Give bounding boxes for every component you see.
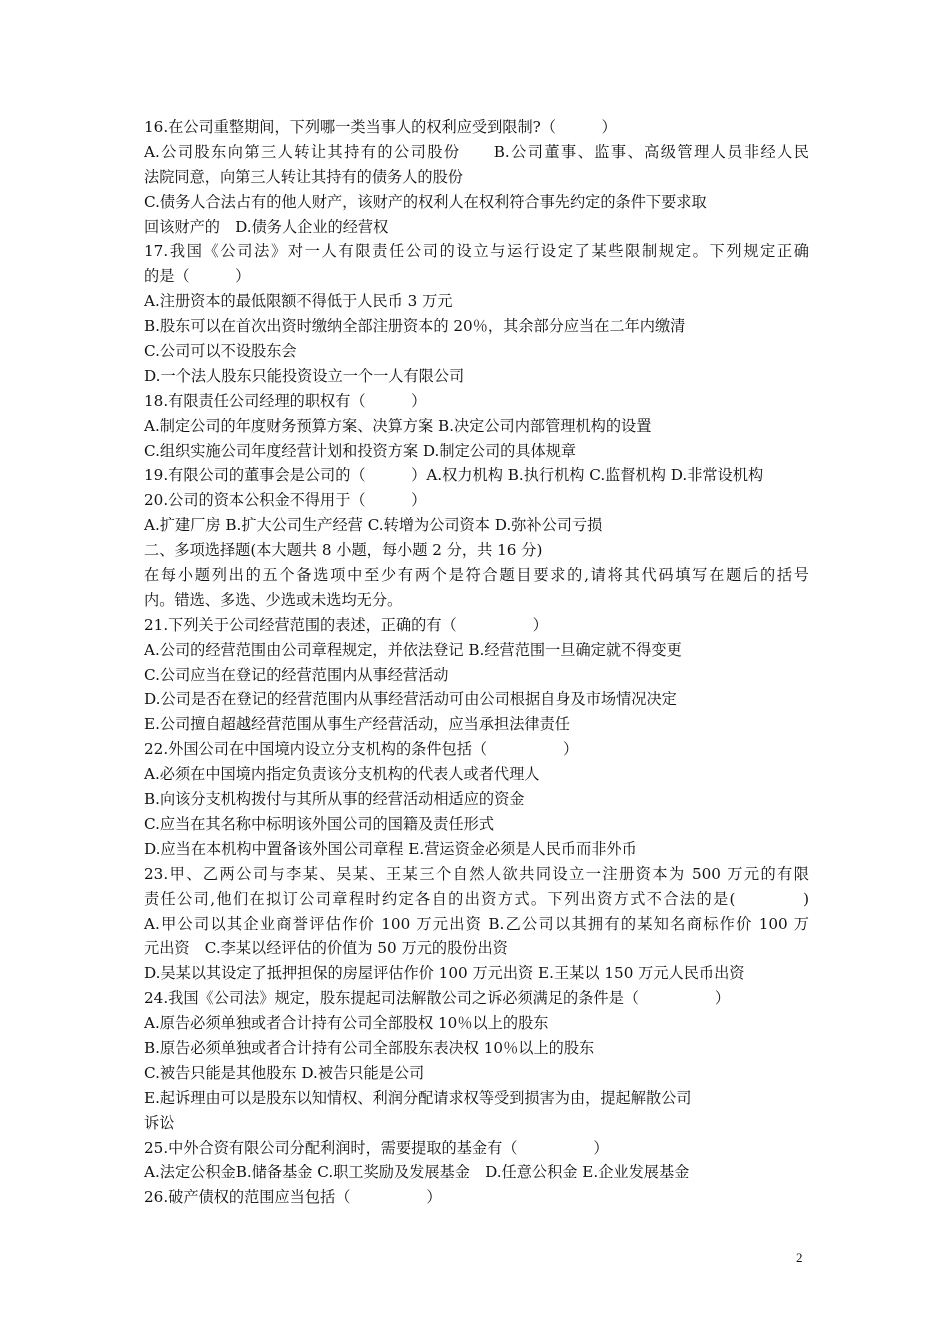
text-line: D.应当在本机构中置备该外国公司章程 E.营运资金必须是人民币而非外币 [144, 839, 637, 858]
text-line: D.公司是否在登记的经营范围内从事经营活动可由公司根据自身及市场情况决定 [144, 690, 677, 709]
page-number: 2 [796, 1250, 803, 1265]
text-line: A.公司的经营范围由公司章程规定，并依法登记 B.经营范围一旦确定就不得变更 [144, 640, 682, 659]
text-line: E.起诉理由可以是股东以知情权、利润分配请求权等受到损害为由，提起解散公司 [144, 1088, 692, 1107]
text-line: 22.外国公司在中国境内设立分支机构的条件包括（ ） [144, 740, 579, 759]
text-line: C.公司可以不设股东会 [144, 342, 297, 361]
text-line: B.原告必须单独或者合计持有公司全部股东表决权 10％以上的股东 [144, 1038, 595, 1057]
text-line: A.甲公司以其企业商誉评估作价 100 万元出资 B.乙公司以其拥有的某知名商标作价 100 万 [144, 914, 809, 933]
text-line: B.股东可以在首次出资时缴纳全部注册资本的 20％，其余部分应当在二年内缴清 [144, 317, 686, 336]
text-line: 内。错选、多选、少选或未选均无分。 [144, 590, 403, 609]
text-line: A.扩建厂房 B.扩大公司生产经营 C.转增为公司资本 D.弥补公司亏损 [144, 516, 603, 535]
text-line: 24.我国《公司法》规定，股东提起司法解散公司之诉必须满足的条件是（ ） [144, 989, 731, 1008]
text-line: 元出资 C.李某以经评估的价值为 50 万元的股份出资 [144, 939, 508, 958]
text-line: 20.公司的资本公积金不得用于（ ） [144, 491, 427, 510]
text-line: 责任公司,他们在拟订公司章程时约定各自的出资方式。下列出资方式不合法的是( ) [144, 889, 809, 908]
text-line: C.债务人合法占有的他人财产，该财产的权利人在权利符合事先约定的条件下要求取 [144, 192, 707, 211]
text-line: A.原告必须单独或者合计持有公司全部股权 10％以上的股东 [144, 1014, 549, 1033]
text-line: 16.在公司重整期间，下列哪一类当事人的权利应受到限制?（ ） [144, 118, 617, 136]
text-line: C.组织实施公司年度经营计划和投资方案 D.制定公司的具体规章 [144, 441, 577, 460]
text-line: A.制定公司的年度财务预算方案、决算方案 B.决定公司内部管理机构的设置 [144, 416, 652, 435]
text-line: 18.有限责任公司经理的职权有（ ） [144, 391, 427, 410]
text-line: B.向该分支机构拨付与其所从事的经营活动相适应的资金 [144, 790, 525, 809]
text-line: 19.有限公司的董事会是公司的（ ）A.权力机构 B.执行机构 C.监督机构 D.非常设机构 [144, 466, 764, 485]
text-line: 的是（ ） [144, 267, 251, 286]
text-line: 诉讼 [144, 1113, 175, 1132]
text-line: A.注册资本的最低限额不得低于人民币 3 万元 [144, 292, 453, 311]
text-line: E.公司擅自超越经营范围从事生产经营活动，应当承担法律责任 [144, 715, 570, 734]
text-line: A.必须在中国境内指定负责该分支机构的代表人或者代理人 [144, 765, 540, 784]
text-line: 25.中外合资有限公司分配利润时，需要提取的基金有（ ） [144, 1138, 609, 1157]
text-line: 二、多项选择题(本大题共 8 小题，每小题 2 分，共 16 分) [144, 541, 543, 560]
text-line: 法院同意，向第三人转让其持有的债务人的股份 [144, 167, 463, 186]
text-line: 在每小题列出的五个备选项中至少有两个是符合题目要求的,请将其代码填写在题后的括号 [144, 566, 809, 585]
text-line: D.一个法人股东只能投资设立一个一人有限公司 [144, 366, 465, 385]
text-line: 23.甲、乙两公司与李某、吴某、王某三个自然人欲共同设立一注册资本为 500 万元的有限 [144, 864, 809, 883]
text-line: 17.我国《公司法》对一人有限责任公司的设立与运行设定了某些限制规定。下列规定正确 [144, 242, 809, 261]
text-line: C.公司应当在登记的经营范围内从事经营活动 [144, 665, 449, 684]
document-body [144, 115, 809, 1210]
text-line: A.公司股东向第三人转让其持有的公司股份 B.公司董事、监事、高级管理人员非经人民 [144, 142, 809, 161]
text-line: D.吴某以其设定了抵押担保的房屋评估作价 100 万元出资 E.王某以 150 万元人民币出资 [144, 964, 745, 983]
text-line: A.法定公积金B.储备基金 C.职工奖励及发展基金 D.任意公积金 E.企业发展基金 [144, 1163, 690, 1182]
text-line: C.应当在其名称中标明该外国公司的国籍及责任形式 [144, 814, 495, 833]
text-line: C.被告只能是其他股东 D.被告只能是公司 [144, 1063, 425, 1082]
text-line: 26.破产债权的范围应当包括（ ） [144, 1188, 442, 1207]
text-line: 21.下列关于公司经营范围的表述，正确的有（ ） [144, 615, 548, 634]
text-line: 回该财产的 D.债务人企业的经营权 [144, 217, 389, 236]
